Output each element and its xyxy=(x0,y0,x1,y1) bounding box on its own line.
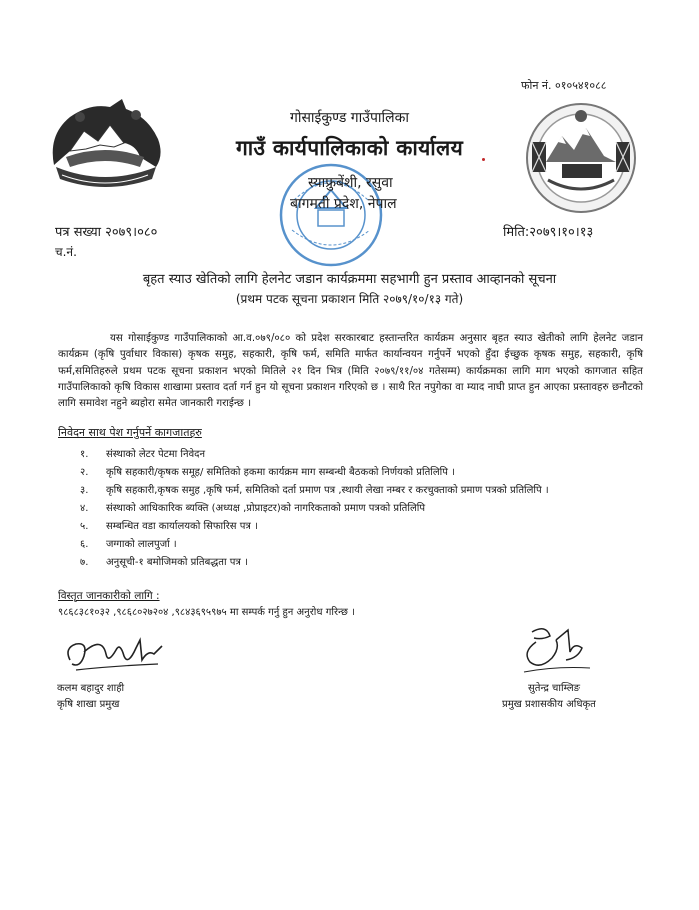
list-item: २. कृषि सहकारी/कृषक समूह/ समितिको हकमा कार्यक्रम माग सम्बन्धी बैठकको निर्णयको प्रतिलिपि । xyxy=(80,467,455,478)
list-item: ४. संस्थाको आधिकारिक ब्यक्ति (अध्यक्ष ,प्रोप्राइटर)को नागरिकताको प्रमाण पत्रको प्रतिलिपि xyxy=(80,503,426,514)
subject-title: बृहत स्याउ खेतिको लागि हेलनेट जडान कार्यक्रममा सहभागी हुन प्रस्ताव आव्हानको सूचना xyxy=(142,272,557,287)
left-signatory-name: कलम बहादुर शाही xyxy=(57,683,125,694)
list-item: ३. कृषि सहकारी,कृषक समुह ,कृषि फर्म, समितिको दर्ता प्रमाण पत्र ,स्थायी लेखा नम्बर र करचुक्ताको प्रमाण पत्रको प्रतिलिपि । xyxy=(80,485,549,496)
contact-numbers: ९८६८३८१०३२ ,९८६८०२७२०४ ,९८४३६९५९७५ मा सम्पर्क गर्नु हुन अनुरोध गरिन्छ । xyxy=(58,607,355,618)
list-item: ५. सम्बन्धित वडा कार्यालयको सिफारिस पत्र । xyxy=(80,521,258,532)
list-item: ६. जग्गाको लालपुर्जा । xyxy=(80,539,177,550)
office-title: गाउँ कार्यपालिकाको कार्यालय xyxy=(235,136,464,160)
red-dot-mark xyxy=(482,158,485,161)
letter-date: मिति:२०७९।१०।१३ xyxy=(503,225,594,240)
office-name: गोसाईकुण्ड गाउँपालिका xyxy=(289,110,410,126)
left-signatory-title: कृषि शाखा प्रमुख xyxy=(57,699,120,710)
address-line-2: बागमती प्रदेश, नेपाल xyxy=(290,196,397,212)
dispatch-number: च.नं. xyxy=(55,245,77,259)
notice-body: यस गोसाईकुण्ड गाउँपालिकाको आ.व.०७९/०८० को प्रदेश सरकारबाट हस्तान्तरित कार्यक्रम अनुसार बृहत स्याउ खेतीको लागि हेलनेट जडान कार्यक्रम (कृषि पुर्वाधार विकास) कृषक समुह, सहकारी, कृषि फर्म, समिति मार्फत कार्यान्वयन गर्नुपर्ने भएको हुँदा ईच्छुक कृषक समुह, सहकारी, कृषि फर्म,समितिहरुले प्रथम पटक सूचना प्रकाशन भएको मितिले २१ दिन भित्र (मिति २०७९/११/०४ गतेसम्म) कार्यक्रमका लागि माग भएको कागजात सहित गाउँपालिकाको कृषि विकास शाखामा प्रस्ताव दर्ता गर्न हुन यो सूचना प्रकाशन गरिएको छ । साथै रित नपुगेका वा म्याद नाघी प्राप्त हुन आएका प्रस्तावहरु छनौटको लागि समावेश नहुने ब्यहोरा समेत जानकारी गराईन्छ । xyxy=(58,333,643,410)
list-item: ७. अनुसूची-१ बमोजिमको प्रतिबद्धता पत्र । xyxy=(80,557,248,568)
list-item: १. संस्थाको लेटर पेटमा निवेदन xyxy=(80,449,205,460)
letter-number: पत्र सख्या २०७९।०८० xyxy=(55,225,158,240)
phone-number: फोन नं. ०१०५४१०८८ xyxy=(521,79,607,92)
documents-list xyxy=(80,446,549,572)
left-signature xyxy=(62,630,172,678)
contact-heading: विस्तृत जानकारीको लागि : xyxy=(58,590,160,602)
address-line-1: स्याफ्रुबेंशी, रसुवा xyxy=(308,175,393,191)
right-signatory-title: प्रमुख प्रशासकीय अधिकृत xyxy=(502,699,596,710)
right-signature xyxy=(512,622,598,680)
documents-heading: निवेदन साथ पेश गर्नुपर्ने कागजातहरु xyxy=(58,426,202,439)
right-signatory-name: सुतेन्द्र चाम्लिङ xyxy=(528,683,581,694)
publication-note: (प्रथम पटक सूचना प्रकाशन मिति २०७९/१०/१३ गते) xyxy=(235,292,464,306)
